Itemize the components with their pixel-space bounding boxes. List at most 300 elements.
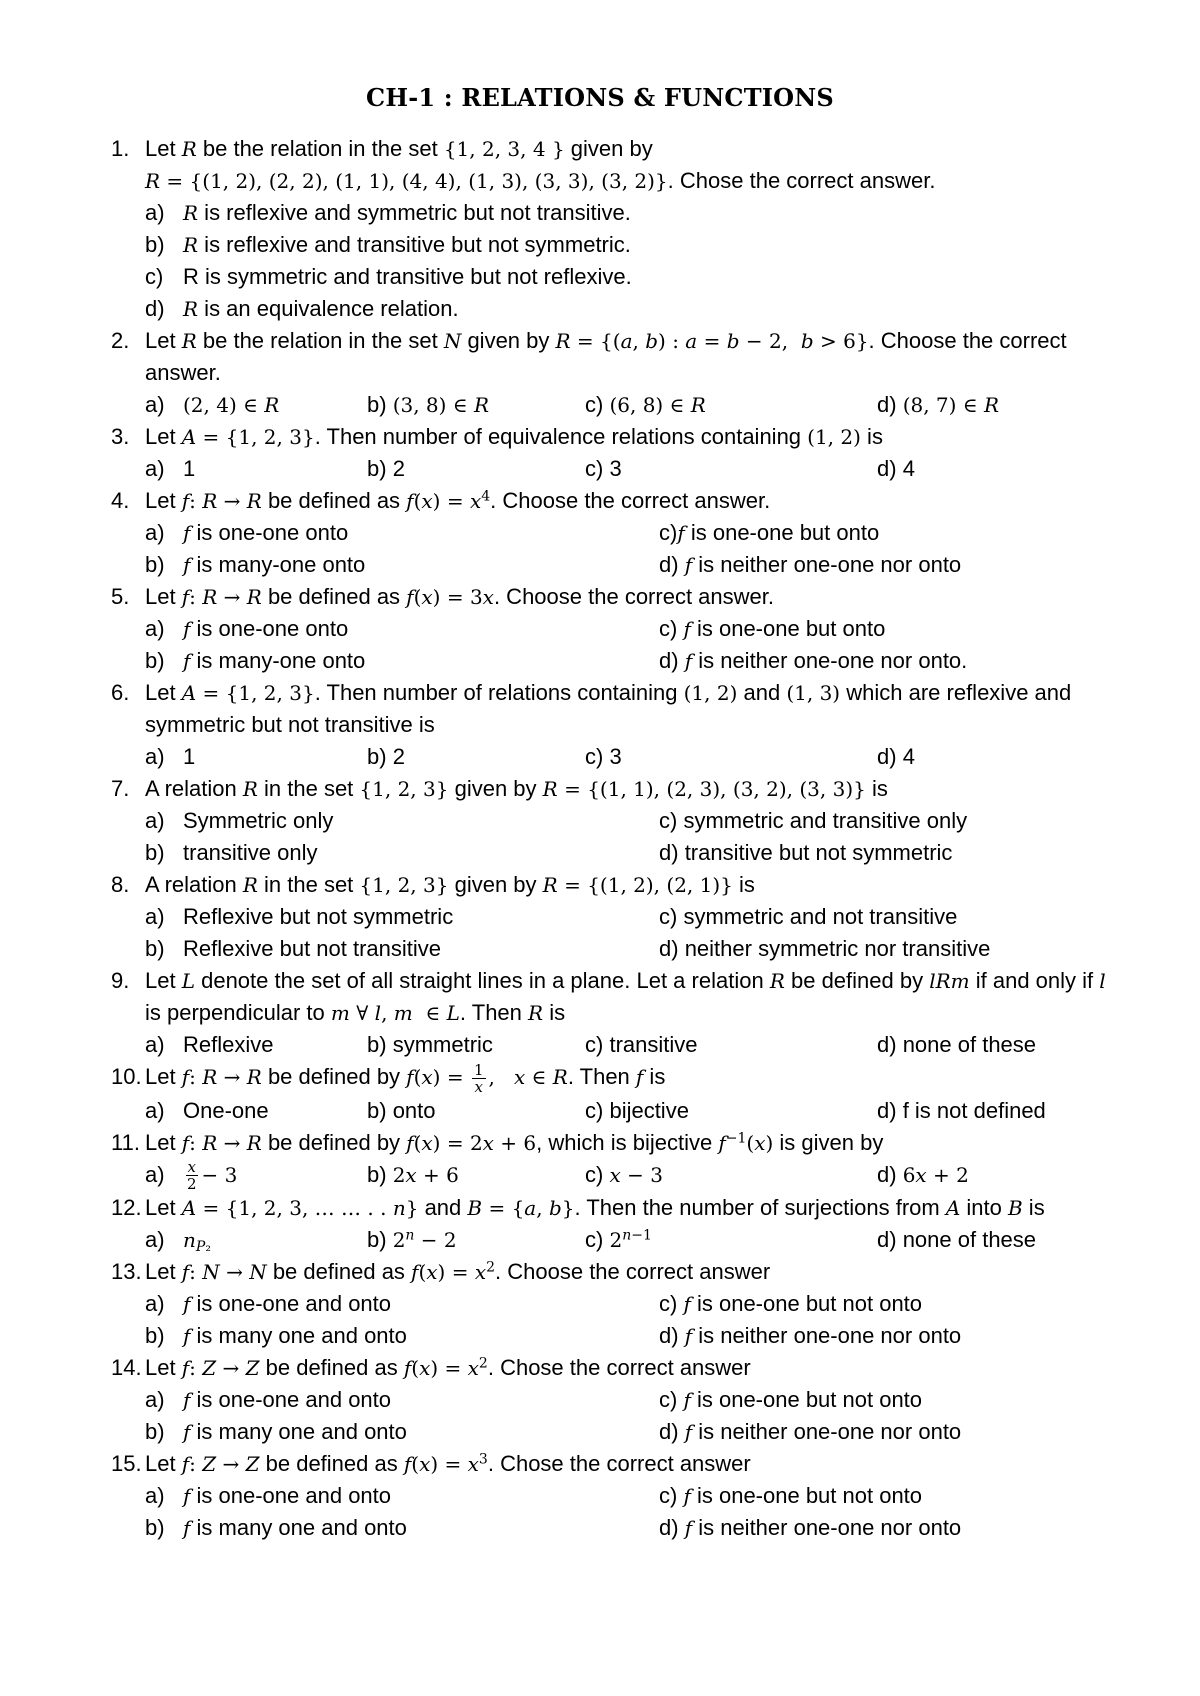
math-expression: f(x) = 2x + 6 <box>406 1130 537 1155</box>
question-body <box>145 1061 1200 1127</box>
math-variable: R <box>690 393 706 417</box>
option-text <box>903 1032 1036 1057</box>
math-variable: R <box>542 777 558 801</box>
math-variable: R <box>181 137 197 161</box>
math-expression: R = {(a, b) : a = b − 2, b > 6} <box>555 329 869 353</box>
math-variable: N <box>249 1260 267 1285</box>
math-variable: f <box>684 1516 693 1541</box>
math-expression: A = {1, 2, 3, … … . . n} <box>181 1196 419 1221</box>
option-label: d) <box>877 1032 903 1057</box>
option-d <box>659 549 1200 581</box>
math-expression: (6, 8) ∈ R <box>609 393 706 417</box>
question-10 <box>0 1061 1200 1127</box>
math-variable: b <box>726 329 740 353</box>
option-label: d) <box>659 1323 685 1349</box>
options-group <box>145 1224 1200 1256</box>
text-run: Reflexive but not transitive <box>183 936 442 961</box>
text-run: be the relation in the set <box>196 328 444 353</box>
text-run: Let <box>145 1129 182 1155</box>
option-a <box>145 1159 367 1193</box>
math-variable: A <box>181 425 197 449</box>
options-group <box>145 613 1200 677</box>
text-run: is one-one and onto <box>190 1291 392 1317</box>
text-run: is one-one but onto <box>684 520 880 545</box>
math-variable: A <box>181 1196 197 1221</box>
question-number: 3. <box>111 424 130 449</box>
question-15 <box>0 1448 1200 1544</box>
question-3 <box>0 421 1200 485</box>
math-expression: f: R → R <box>181 1130 262 1155</box>
option-label: d) <box>877 744 903 769</box>
option-label: c) <box>585 392 610 417</box>
math-variable: f <box>684 1324 693 1349</box>
math-variable: f <box>183 1420 191 1445</box>
fraction-numerator: 1 <box>473 1060 484 1079</box>
math-variable: R <box>555 329 571 353</box>
option-c <box>585 1095 877 1127</box>
text-run: is one-one but not onto <box>690 1291 923 1317</box>
math-variable: Z <box>245 1356 260 1381</box>
text-run: 1 <box>183 744 196 769</box>
math-variable: f <box>677 521 685 545</box>
option-label: b) <box>145 1419 165 1445</box>
options-group <box>145 1159 1200 1193</box>
option-c <box>659 805 1200 837</box>
option-a <box>145 1288 659 1320</box>
text-run: and <box>418 1195 468 1221</box>
text-run: is one-one onto <box>190 616 349 641</box>
option-label: a) <box>145 808 165 833</box>
question-body <box>145 421 1200 485</box>
math-variable: f <box>406 1065 414 1089</box>
math-expression <box>685 553 692 577</box>
option-a <box>145 805 659 837</box>
option-text <box>183 1032 273 1057</box>
text-run: Let <box>145 680 182 705</box>
math-expression <box>929 969 969 993</box>
fraction-denominator <box>472 1079 484 1095</box>
question-stem-line <box>145 165 1200 197</box>
question-number: 14. <box>111 1355 142 1381</box>
text-run: is <box>732 872 755 897</box>
question-body <box>145 1127 1200 1193</box>
math-expression: R = {(1, 1), (2, 3), (3, 2), (3, 3)} <box>542 777 866 801</box>
question-13 <box>0 1256 1200 1352</box>
math-expression <box>677 521 684 545</box>
math-variable: x <box>467 1452 479 1477</box>
math-variable: a <box>524 1196 537 1221</box>
math-variable: x <box>421 1065 433 1089</box>
math-variable: m <box>330 1001 350 1025</box>
option-label: c) <box>659 808 684 833</box>
text-run: . Then the number of surjections from <box>574 1195 946 1221</box>
math-variable: l <box>374 1001 382 1025</box>
math-variable: A <box>945 1196 961 1221</box>
text-run: . Choose the correct answer. <box>493 584 774 609</box>
text-run: is reflexive and symmetric but not transitive. <box>198 200 631 225</box>
math-expression <box>683 1484 690 1508</box>
math-variable: R <box>242 873 258 897</box>
math-variable: f <box>183 617 191 641</box>
option-text <box>609 392 705 417</box>
question-stem-line <box>145 1192 1200 1224</box>
math-variable: f <box>183 1292 191 1317</box>
text-run: Reflexive <box>183 1032 274 1057</box>
option-text <box>903 1227 1036 1252</box>
question-stem-line <box>145 869 1200 901</box>
text-run: is <box>865 776 888 801</box>
math-expression: {1, 2, 3, 4 } <box>443 137 565 161</box>
text-run: R is symmetric and transitive but not reflexive. <box>183 264 632 289</box>
option-text <box>183 616 348 641</box>
text-run: transitive only <box>183 840 318 865</box>
math-expression: f(x) = <box>406 1065 470 1089</box>
text-run: given by <box>461 328 556 353</box>
math-variable: f <box>181 585 190 609</box>
math-variable: n <box>392 1196 406 1221</box>
question-body <box>145 1192 1200 1256</box>
math-variable: f <box>406 1130 414 1155</box>
math-variable: x <box>609 1162 621 1187</box>
text-run: Let <box>145 1259 182 1285</box>
question-7 <box>0 773 1200 869</box>
text-run: is one-one onto <box>190 520 349 545</box>
math-variable: f <box>183 1324 191 1349</box>
option-text <box>183 520 348 545</box>
math-expression <box>182 969 195 993</box>
text-run: in the set <box>257 872 360 897</box>
option-label: a) <box>145 1483 165 1509</box>
text-run: Let <box>145 968 182 993</box>
math-variable: x <box>419 1452 431 1477</box>
math-expression: (1, 3) <box>786 681 841 705</box>
text-run: is neither one-one nor onto <box>692 1419 962 1445</box>
text-run: 1 <box>183 456 196 481</box>
option-text <box>609 1098 688 1123</box>
question-number: 1. <box>111 136 130 161</box>
text-run: is many-one onto <box>190 648 366 673</box>
text-run: f is not defined <box>902 1097 1046 1123</box>
text-run: is many-one onto <box>190 552 366 577</box>
option-label: b) <box>367 392 393 417</box>
text-run: is an equivalence relation. <box>198 296 459 321</box>
options-group <box>145 1384 1200 1448</box>
option-text <box>183 392 279 417</box>
option-c <box>585 1029 877 1061</box>
question-stem-line <box>145 325 1200 357</box>
math-variable: f <box>181 1065 190 1089</box>
math-variable: f <box>683 1388 691 1413</box>
superscript: 2 <box>486 1259 496 1276</box>
option-text <box>683 1387 922 1412</box>
question-number: 12. <box>111 1195 142 1221</box>
math-expression <box>182 137 197 161</box>
math-variable: R <box>202 1065 218 1089</box>
math-variable: f <box>403 1452 412 1477</box>
question-9 <box>0 965 1200 1061</box>
option-label: c) <box>585 1227 610 1253</box>
text-run: , which is bijective <box>536 1129 719 1155</box>
text-run: is <box>643 1064 666 1089</box>
option-d <box>659 933 1200 965</box>
question-number: 15. <box>111 1451 142 1477</box>
option-label: d) <box>659 1515 685 1541</box>
option-c <box>585 453 877 485</box>
option-text <box>183 904 453 929</box>
math-variable: f <box>684 553 693 577</box>
question-stem-line <box>145 1256 1200 1288</box>
option-label: d) <box>877 456 903 481</box>
text-run: . Chose the correct answer. <box>667 168 936 193</box>
option-c <box>659 1480 1200 1512</box>
math-expression: B = {a, b} <box>467 1196 575 1221</box>
question-list <box>0 133 1200 1544</box>
text-run: be defined as <box>259 1451 404 1477</box>
question-body <box>145 773 1200 869</box>
math-expression <box>683 1292 690 1316</box>
question-number: 2. <box>111 328 130 353</box>
math-variable: x <box>421 489 433 513</box>
option-text <box>393 1032 493 1057</box>
math-variable: f <box>683 1292 691 1317</box>
option-text <box>609 1032 697 1057</box>
math-expression: (2, 4) ∈ R <box>183 393 280 417</box>
option-c <box>659 1288 1200 1320</box>
option-label: b) <box>145 840 165 865</box>
option-b <box>145 1416 659 1448</box>
math-variable: B <box>1007 1196 1023 1221</box>
math-expression <box>243 777 258 801</box>
option-text <box>183 1227 211 1256</box>
option-c <box>585 1159 877 1193</box>
text-run: is one-one but onto <box>690 616 886 641</box>
math-expression: (8, 7) ∈ R <box>902 393 1000 417</box>
option-label: d) <box>659 552 685 577</box>
option-label: b) <box>145 552 165 577</box>
math-variable: R <box>242 777 258 801</box>
option-label: c) <box>145 264 164 289</box>
text-run: given by <box>448 776 543 801</box>
question-body <box>145 869 1200 965</box>
text-run: is <box>543 1000 566 1025</box>
option-label: d) <box>877 392 903 417</box>
option-label: d) <box>659 648 685 673</box>
option-label: b) <box>145 936 165 961</box>
option-c <box>585 741 877 773</box>
math-variable: x <box>405 1162 417 1187</box>
question-number: 11. <box>111 1129 140 1155</box>
text-run: which are reflexive and <box>840 680 1072 705</box>
text-run: is reflexive and transitive but not symmetric. <box>198 232 631 257</box>
text-run: is one-one but not onto <box>690 1483 923 1509</box>
text-run: is one-one and onto <box>190 1387 392 1413</box>
option-b <box>367 389 585 421</box>
text-run: is <box>860 424 883 449</box>
option-b <box>367 1095 585 1127</box>
math-variable: m <box>393 1001 413 1025</box>
math-variable: R <box>542 873 558 897</box>
question-body <box>145 581 1200 677</box>
math-expression: (1, 2) <box>807 425 861 449</box>
math-variable: R <box>202 585 218 609</box>
option-text <box>183 744 195 769</box>
text-run: symmetric and not transitive <box>683 904 958 929</box>
math-variable: f <box>181 1260 190 1285</box>
option-label: a) <box>145 1227 165 1253</box>
math-variable: R <box>769 969 785 993</box>
question-body <box>145 485 1200 581</box>
question-stem-line <box>145 357 1200 389</box>
question-body <box>145 1256 1200 1352</box>
option-text <box>683 616 885 641</box>
math-expression: (x) <box>746 1130 774 1155</box>
option-label: a) <box>145 456 165 481</box>
options-group <box>145 197 1200 325</box>
math-variable: f <box>406 585 414 609</box>
question-11 <box>0 1127 1200 1193</box>
math-expression: f: R → R <box>181 489 262 513</box>
question-body <box>145 965 1200 1061</box>
text-run: transitive <box>609 1032 698 1057</box>
option-d <box>659 1512 1200 1544</box>
text-run: 4 <box>902 744 915 769</box>
math-expression <box>183 201 198 225</box>
text-run: 4 <box>902 456 915 481</box>
math-expression <box>718 1131 746 1155</box>
math-variable: f <box>406 489 414 513</box>
option-label: b) <box>145 648 165 673</box>
question-stem-line <box>145 421 1200 453</box>
math-variable: f <box>683 617 691 641</box>
text-run: 2 <box>392 456 405 481</box>
option-b <box>367 1029 585 1061</box>
option-a <box>145 1029 367 1061</box>
math-variable: n <box>405 1227 415 1244</box>
option-label: b) <box>367 1097 393 1123</box>
math-variable: R <box>246 585 262 609</box>
question-number: 8. <box>111 872 130 897</box>
option-label: d) <box>659 840 685 865</box>
math-variable: x <box>187 1158 196 1177</box>
math-variable: P <box>195 1239 206 1256</box>
math-expression: f: Z → Z <box>181 1356 260 1381</box>
superscript: n−1 <box>622 1227 652 1244</box>
option-text <box>683 1483 922 1508</box>
option-text <box>183 1291 391 1316</box>
option-c <box>659 1384 1200 1416</box>
option-text <box>183 264 632 289</box>
math-expression: {1, 2, 3} <box>359 873 449 897</box>
text-run: bijective <box>609 1097 689 1123</box>
text-run: Let <box>145 328 182 353</box>
question-stem-line <box>145 1448 1200 1480</box>
chapter-title: CH-1 : RELATIONS & FUNCTIONS <box>366 83 834 112</box>
superscript: 3 <box>478 1451 488 1468</box>
math-expression: $2^{n-1}$ <box>609 1227 652 1253</box>
option-text <box>393 392 489 417</box>
option-b <box>145 1320 659 1352</box>
text-run: Let <box>145 1064 182 1089</box>
option-text <box>685 648 968 673</box>
text-run: is neither one-one nor onto <box>692 1515 962 1541</box>
option-text <box>685 1515 961 1540</box>
math-variable: Z <box>202 1356 217 1381</box>
option-a <box>145 613 659 645</box>
text-run: denote the set of all straight lines in a plane. Let a relation <box>194 968 770 993</box>
option-text <box>183 1323 407 1348</box>
math-expression: R = {(1, 2), (2, 1)} <box>542 873 733 897</box>
option-label: c) <box>659 520 678 545</box>
math-expression <box>528 1001 543 1025</box>
math-variable: R <box>202 1130 218 1155</box>
option-label: c) <box>659 1483 684 1509</box>
options-group <box>145 901 1200 965</box>
question-body <box>145 1352 1200 1448</box>
option-label: b) <box>367 1032 393 1057</box>
option-text <box>903 392 999 417</box>
question-number: 9. <box>111 968 130 993</box>
option-text <box>183 648 365 673</box>
option-c <box>585 1224 877 1256</box>
subscript: P₂ <box>195 1239 211 1256</box>
text-run: Let <box>145 584 182 609</box>
text-run: is given by <box>773 1129 884 1155</box>
option-label: a) <box>145 1161 165 1187</box>
option-label: d) <box>659 936 685 961</box>
option-d <box>877 1224 1200 1256</box>
math-variable: x <box>421 1130 433 1155</box>
option-text <box>683 808 967 833</box>
option-text <box>183 840 318 865</box>
math-expression <box>183 297 198 321</box>
math-variable: R <box>145 169 161 193</box>
option-text <box>393 456 405 481</box>
text-run: Let <box>145 1451 182 1477</box>
math-variable: b <box>548 1196 562 1221</box>
option-label: c) <box>659 616 684 641</box>
options-group <box>145 1480 1200 1544</box>
math-expression <box>182 329 197 353</box>
text-run: Let <box>145 136 182 161</box>
math-variable: f <box>183 1484 191 1509</box>
math-variable: x <box>469 489 482 513</box>
option-text <box>683 904 957 929</box>
math-expression: 2$^n$ <box>392 1227 415 1253</box>
option-d <box>145 293 1200 325</box>
question-number: 4. <box>111 488 130 513</box>
option-a <box>145 741 367 773</box>
question-stem-line <box>145 581 1200 613</box>
option-b <box>145 229 1200 261</box>
math-expression: f: N → N <box>181 1260 267 1285</box>
option-label: a) <box>145 616 165 641</box>
option-a <box>145 1384 659 1416</box>
text-run: transitive but not symmetric <box>684 840 953 865</box>
math-variable: f <box>411 1260 419 1285</box>
option-label: d) <box>877 1097 903 1123</box>
option-text <box>685 840 953 865</box>
option-label: c) <box>585 744 610 769</box>
math-expression: $f(x) = x^3$ <box>403 1451 488 1477</box>
math-variable: R <box>246 1130 262 1155</box>
math-expression <box>243 873 258 897</box>
math-variable: R <box>473 393 490 417</box>
math-variable: R <box>264 393 280 417</box>
text-run: . Chose the correct answer <box>487 1451 751 1477</box>
text-run: symmetric <box>392 1032 493 1057</box>
option-a <box>145 1480 659 1512</box>
option-b <box>367 741 585 773</box>
